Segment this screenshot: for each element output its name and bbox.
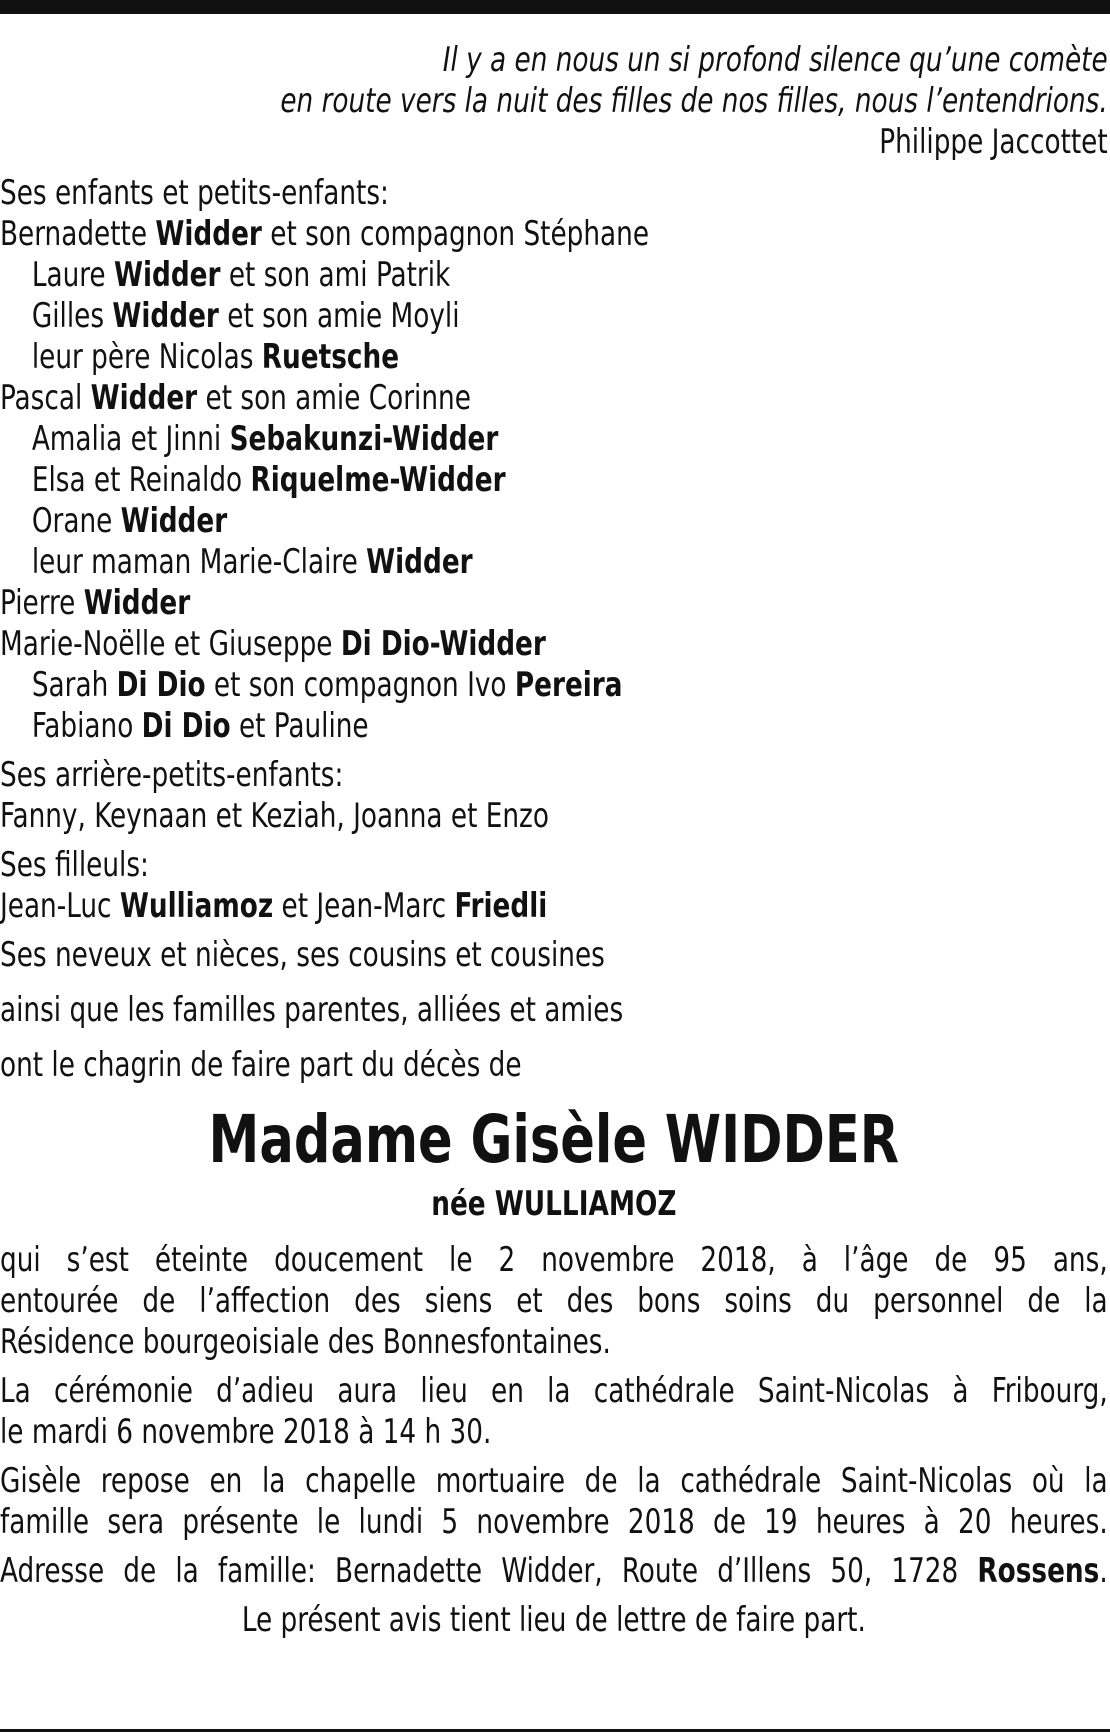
family-line: leur père Nicolas Ruetsche	[31, 337, 400, 377]
paragraph-death	[0, 1240, 1108, 1363]
paragraph-line: entourée de l’affection des siens et des bons soins du personnel de la	[0, 1281, 1108, 1321]
great-grandchildren-names: Fanny, Keynaan et Keziah, Joanna et Enzo	[0, 796, 549, 836]
paragraph-line: qui s’est éteinte doucement le 2 novembre 2018, à l’âge de 95 ans,	[0, 1240, 1108, 1280]
deceased-name: Madame Gisèle WIDDER	[208, 1101, 900, 1178]
paragraph-line: famille sera présente le lundi 5 novembre 2018 de 19 heures à 20 heures.	[0, 1502, 1108, 1542]
family-line: Orane Widder	[31, 501, 228, 541]
obituary-notice	[0, 40, 1108, 1641]
quote-author: Philippe Jaccottet	[879, 122, 1108, 162]
paragraph-chapel	[0, 1461, 1108, 1543]
great-grandchildren-heading: Ses arrière-petits-enfants:	[0, 755, 344, 795]
family-line: Amalia et Jinni Sebakunzi-Widder	[31, 419, 499, 459]
family-address: Adresse de la famille: Bernadette Widder, Route d’Illens 50, 1728 Rossens.	[0, 1551, 1108, 1591]
closing-note: Le présent avis tient lieu de lettre de faire part.	[241, 1600, 866, 1640]
great-grandchildren-section	[0, 755, 1108, 837]
family-line: Pierre Widder	[0, 583, 191, 623]
paragraph-address	[0, 1551, 1108, 1592]
announcement-line: ainsi que les familles parentes, alliées et amies	[0, 990, 624, 1030]
paragraph-line: La cérémonie d’adieu aura lieu en la cathédrale Saint-Nicolas à Fribourg,	[0, 1371, 1108, 1411]
announcement-line: Ses neveux et nièces, ses cousins et cousines	[0, 935, 605, 975]
epigraph	[0, 40, 1108, 163]
paragraph-line: Résidence bourgeoisiale des Bonnesfontaines.	[0, 1322, 611, 1362]
godchildren-names: Jean-Luc Wulliamoz et Jean-Marc Friedli	[0, 886, 548, 926]
paragraph-line: le mardi 6 novembre 2018 à 14 h 30.	[0, 1412, 492, 1452]
bottom-rule	[0, 1729, 1110, 1732]
announcement-line: ont le chagrin de faire part du décès de	[0, 1045, 522, 1085]
quote-line-1: Il y a en nous un si profond silence qu’une comète	[442, 40, 1108, 80]
family-line: Bernadette Widder et son compagnon Stéphane	[0, 214, 650, 254]
family-line: Fabiano Di Dio et Pauline	[31, 706, 369, 746]
quote-line-2: en route vers la nuit des filles de nos filles, nous l’entendrions.	[280, 81, 1108, 121]
maiden-name: née WULLIAMOZ	[431, 1184, 677, 1224]
paragraph-ceremony	[0, 1371, 1108, 1453]
godchildren-section	[0, 845, 1108, 927]
children-heading: Ses enfants et petits-enfants:	[0, 173, 389, 213]
family-line: Sarah Di Dio et son compagnon Ivo Pereira	[31, 665, 623, 705]
family-line: Marie-Noëlle et Giuseppe Di Dio-Widder	[0, 624, 546, 664]
family-line: Elsa et Reinaldo Riquelme-Widder	[31, 460, 506, 500]
paragraph-line: Gisèle repose en la chapelle mortuaire de la cathédrale Saint-Nicolas où la	[0, 1461, 1108, 1501]
family-line: leur maman Marie-Claire Widder	[31, 542, 473, 582]
godchildren-heading: Ses filleuls:	[0, 845, 149, 885]
family-line: Laure Widder et son ami Patrik	[31, 255, 451, 295]
top-rule	[0, 0, 1110, 14]
family-line: Gilles Widder et son amie Moyli	[31, 296, 460, 336]
children-section	[0, 173, 1108, 747]
family-announcement	[0, 935, 1108, 1086]
family-line: Pascal Widder et son amie Corinne	[0, 378, 471, 418]
